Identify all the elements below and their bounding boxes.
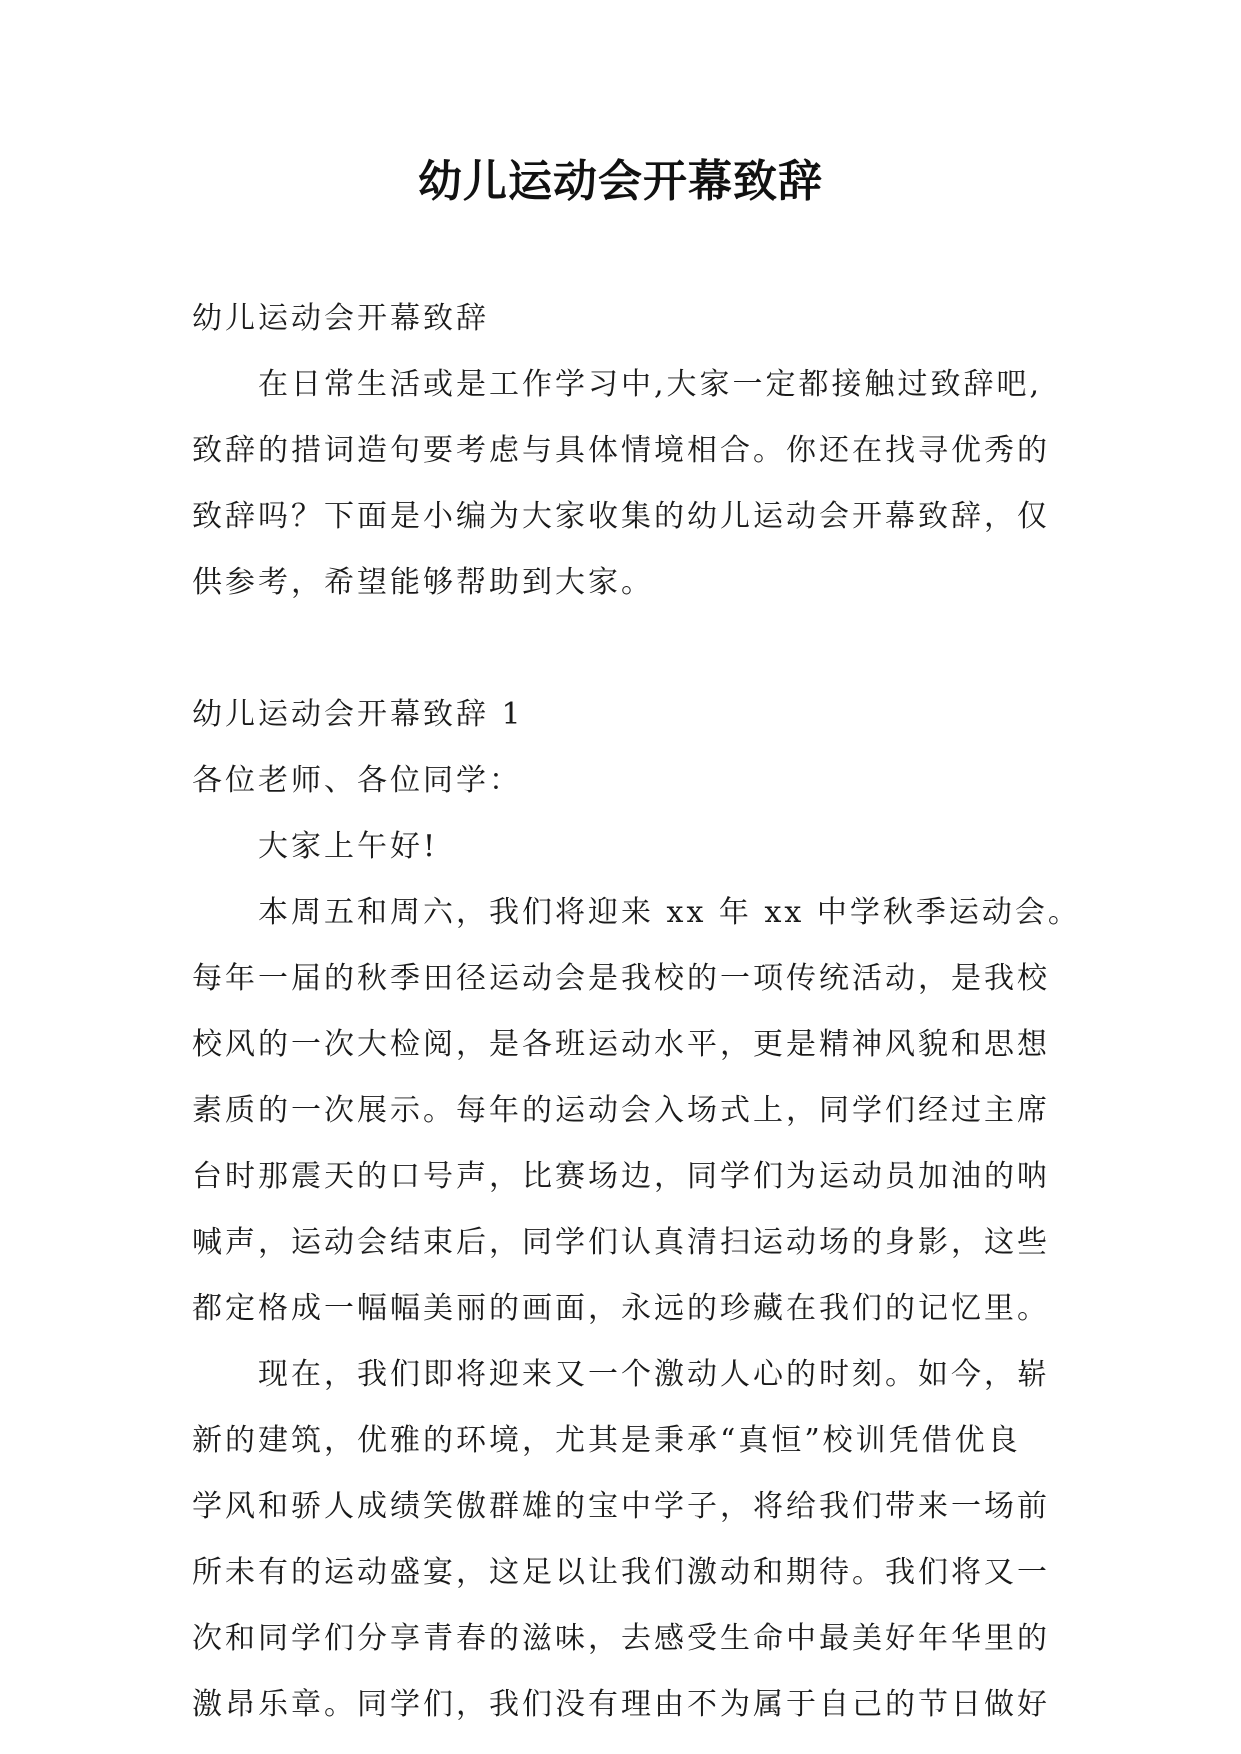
paragraph-line: 每年一届的秋季田径运动会是我校的一项传统活动，是我校 <box>192 961 1050 996</box>
paragraph-line: 现在，我们即将迎来又一个激动人心的时刻。如今，崭 <box>258 1357 1050 1392</box>
paragraph-line: 次和同学们分享青春的滋味，去感受生命中最美好年华里的 <box>192 1621 1050 1656</box>
salutation: 各位老师、各位同学： <box>192 763 522 798</box>
intro-line: 在日常生活或是工作学习中,大家一定都接触过致辞吧, <box>258 367 1043 402</box>
paragraph-line: 学风和骄人成绩笑傲群雄的宝中学子，将给我们带来一场前 <box>192 1489 1050 1524</box>
intro-line: 致辞的措词造句要考虑与具体情境相合。你还在找寻优秀的 <box>192 433 1050 468</box>
intro-paragraph <box>192 352 1072 616</box>
document-subtitle: 幼儿运动会开幕致辞 <box>192 301 489 336</box>
paragraph-line: 本周五和周六，我们将迎来 xx 年 xx 中学秋季运动会。 <box>258 895 1081 930</box>
section-spacer <box>192 616 1072 682</box>
intro-line: 供参考，希望能够帮助到大家。 <box>192 565 654 600</box>
paragraph-line: 都定格成一幅幅美丽的画面，永远的珍藏在我们的记忆里。 <box>192 1291 1050 1326</box>
greeting: 大家上午好! <box>258 829 439 864</box>
intro-line: 致辞吗？下面是小编为大家收集的幼儿运动会开幕致辞，仅 <box>192 499 1050 534</box>
paragraph-line: 喊声，运动会结束后，同学们认真清扫运动场的身影，这些 <box>192 1225 1050 1260</box>
paragraph-line: 激昂乐章。同学们，我们没有理由不为属于自己的节日做好 <box>192 1687 1050 1722</box>
paragraph-line: 素质的一次展示。每年的运动会入场式上，同学们经过主席 <box>192 1093 1050 1128</box>
paragraph-line: 新的建筑，优雅的环境，尤其是秉承“真恒”校训凭借优良 <box>192 1423 1021 1458</box>
document-body <box>192 286 1081 1738</box>
speech-paragraph-1 <box>192 880 1081 1342</box>
section-heading: 幼儿运动会开幕致辞 1 <box>192 697 524 732</box>
document-title: 幼儿运动会开幕致辞 <box>418 156 823 207</box>
paragraph-line: 校风的一次大检阅，是各班运动水平，更是精神风貌和思想 <box>192 1027 1050 1062</box>
speech-paragraph-2 <box>192 1342 1072 1738</box>
paragraph-line: 所未有的运动盛宴，这足以让我们激动和期待。我们将又一 <box>192 1555 1050 1590</box>
paragraph-line: 台时那震天的口号声，比赛场边，同学们为运动员加油的呐 <box>192 1159 1050 1194</box>
